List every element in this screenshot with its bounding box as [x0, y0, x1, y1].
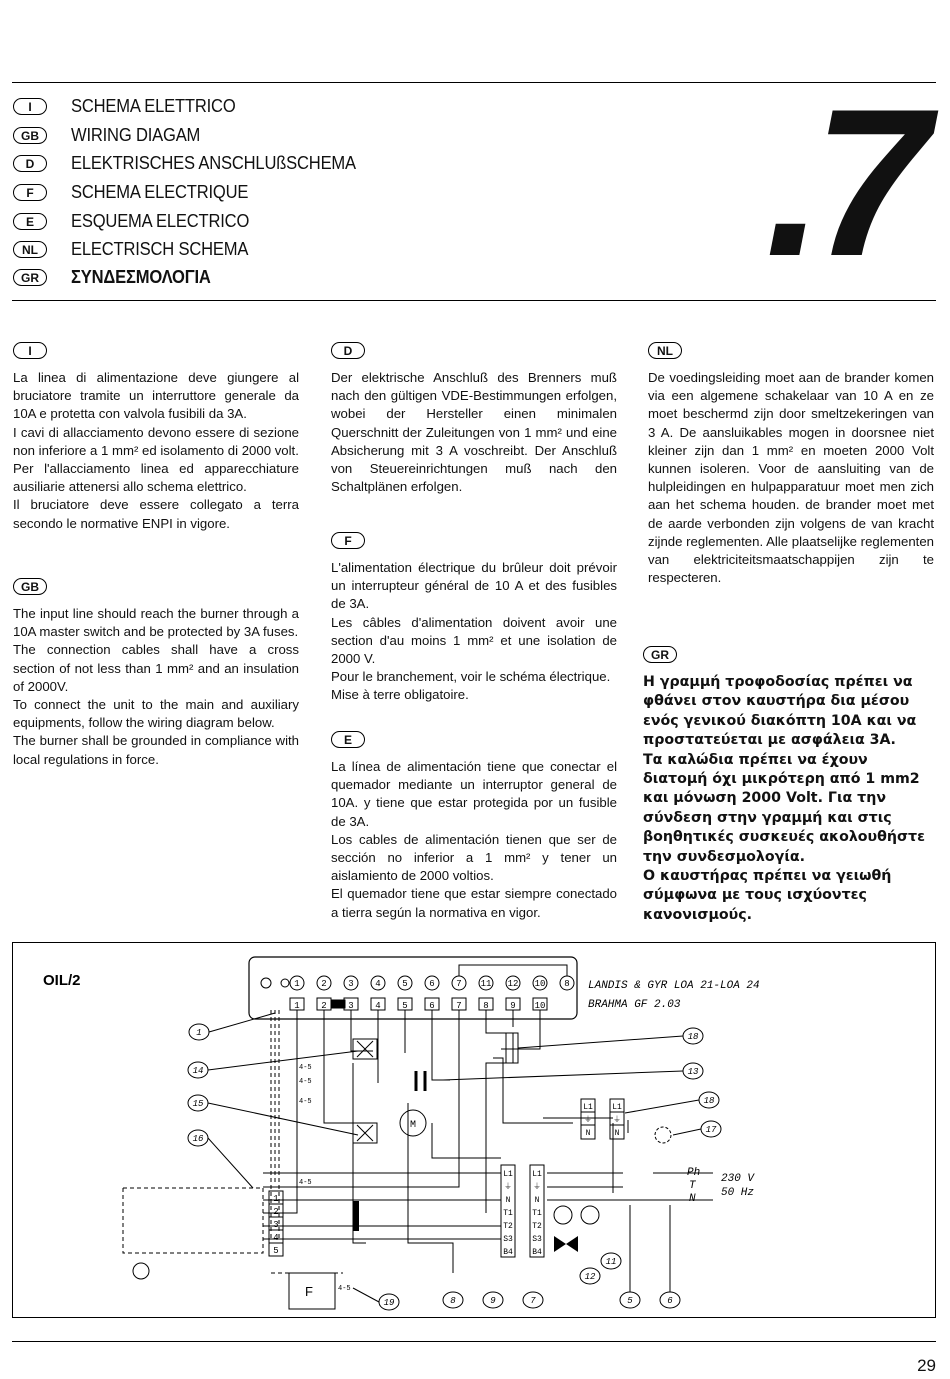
svg-text:L1: L1 [532, 1170, 542, 1179]
lang-badge: F [331, 532, 365, 549]
svg-text:8: 8 [450, 1296, 456, 1306]
svg-text:10: 10 [534, 1001, 546, 1011]
title-text: WIRING DIAGAM [71, 125, 201, 145]
svg-text:⏚: ⏚ [584, 1116, 592, 1125]
svg-text:⏚: ⏚ [504, 1183, 512, 1192]
lamp-11-icon [581, 1206, 599, 1224]
section-i [13, 342, 299, 533]
svg-text:B4: B4 [503, 1248, 513, 1257]
header-bottom-rule [12, 300, 936, 301]
svg-text:18: 18 [687, 1032, 699, 1042]
svg-text:N: N [614, 1129, 620, 1138]
svg-text:S3: S3 [503, 1235, 513, 1244]
lang-badge: GR [643, 646, 677, 663]
wires [263, 1010, 713, 1273]
svg-text:B4: B4 [532, 1248, 542, 1257]
svg-text:S3: S3 [532, 1235, 542, 1244]
svg-text:19: 19 [383, 1298, 395, 1308]
section-text: Der elektrische Anschluß des Brenners muß nach den gültigen VDE-Bestimmungen erfolgen, wobei der Hersteller einen minimalen Querschnitt der Zuleitungen von 1 mm² und eine Absicherung mit 3 A voschreibt. Der Anschluß von Steuereinrichtungen muß nach den Schaltplänen erfolgen. [331, 370, 617, 495]
motor [400, 1110, 426, 1136]
svg-text:N: N [585, 1129, 591, 1138]
svg-text:10: 10 [534, 979, 546, 989]
section-d [331, 342, 617, 496]
svg-text:230 V: 230 V [721, 1173, 755, 1185]
chapter-number: .7 [765, 65, 921, 300]
svg-text:4-5: 4-5 [338, 1285, 351, 1293]
title-text: ESQUEMA ELECTRICO [71, 211, 250, 231]
svg-text:5: 5 [627, 1296, 633, 1306]
lang-badge: E [13, 213, 47, 230]
section-e [331, 731, 617, 922]
svg-text:5: 5 [402, 1001, 408, 1011]
svg-text:N: N [505, 1196, 511, 1205]
section-text: La línea de alimentación tiene que conectar el quemador mediante un interruptor general de 10A. y tiene que estar protegida por un fusible de 3A. Los cables de alimentación tienen que ser de sección no inferior a 1 mm² y tener un aislamiento de 2000 voltios. El quemador tiene que estar siempre conectado a tierra según la normativa en vigor. [331, 759, 617, 920]
svg-text:18: 18 [703, 1096, 715, 1106]
lang-badge: I [13, 98, 47, 115]
f-box-label: F [305, 1284, 313, 1299]
svg-text:5: 5 [402, 979, 408, 989]
lang-badge: GB [13, 578, 47, 595]
ignition-transformer [506, 1033, 518, 1063]
section-text: La linea di alimentazione deve giungere al bruciatore tramite un interruttore generale da 10A e protetta con valvola fusibili da 3A. I cavi di allacciamento devono essere di sezione non inferiore a 1 mm² ed isolamento di 2000 volt. Per l'allacciamento linea ed apparecchiature ausiliarie attenersi allo schema elettrico. Il bruciatore deve essere collegato a terra secondo le normative ENPI in vigore. [13, 370, 299, 531]
bottom-rule [12, 1341, 936, 1342]
section-text: Η γραμμή τροφοδοσίας πρέπει να φθάνει στον καυστήρα δια μέσου ενός γενικού διακόπτη 10Α και να προστατεύεται με ασφάλεια 3Α. Τα καλώδια πρέπει να έχουν διατομή όχι μικρότερη από 1 mm2 και μόνωση 2000 Volt. Για την σύνδεση στην γραμμή και στις βοηθητικές συσκευές ακολουθήστε την συνδεσμολογία. Ο καυστήρας πρέπει να γειωθή σύμφωνα με τους ισχύοντες κανονισμούς. [643, 674, 925, 923]
section-gr [643, 646, 928, 925]
wiring-diagram-drawing [13, 943, 934, 1316]
lang-badge: I [13, 342, 47, 359]
svg-text:4-5: 4-5 [299, 1064, 312, 1072]
title-row-e [13, 211, 265, 231]
svg-text:T2: T2 [532, 1222, 542, 1231]
svg-text:7: 7 [456, 1001, 462, 1011]
svg-text:T: T [689, 1180, 696, 1192]
svg-text:4: 4 [375, 1001, 381, 1011]
lang-badge: GR [13, 269, 47, 286]
controller-sub-label: BRAHMA GF 2.03 [588, 999, 681, 1011]
svg-text:8: 8 [483, 1001, 489, 1011]
sensor-17-icon [655, 1127, 671, 1143]
svg-text:15: 15 [192, 1099, 204, 1109]
svg-text:6: 6 [429, 979, 435, 989]
title-row-gr [13, 267, 223, 287]
svg-text:1: 1 [294, 1001, 300, 1011]
svg-text:9: 9 [510, 1001, 516, 1011]
svg-text:M: M [409, 1120, 417, 1131]
section-text: L'alimentation électrique du brûleur doit prévoir un interrupteur général de 10 A et des fusibles de 3A. Les câbles d'alimentation doivent avoir une section d'au moins 1 mm² et une isolation de 2000 V. Pour le branchement, voir le schéma électrique. Mise à terre obligatoire. [331, 560, 617, 703]
section-gb [13, 578, 299, 769]
title-row-d [13, 153, 381, 173]
svg-text:1: 1 [294, 979, 300, 989]
svg-text:11: 11 [480, 979, 492, 989]
lang-badge: F [13, 184, 47, 201]
svg-text:50 Hz: 50 Hz [721, 1187, 755, 1199]
title-row-f [13, 182, 264, 202]
svg-text:Ph: Ph [687, 1167, 701, 1179]
capacitor [416, 1071, 425, 1091]
svg-text:5: 5 [273, 1246, 279, 1256]
svg-text:13: 13 [687, 1067, 699, 1077]
section-text: The input line should reach the burner through a 10A master switch and be protected by 3A fuses. The connection cables shall have a cross section of not less than 1 mm² and an insulation of 2000V. To connect the unit to the main and auxiliary equipments, follow the wiring diagram below. The burner shall be grounded in compliance with local regulations in force. [13, 606, 299, 767]
svg-text:9: 9 [490, 1296, 496, 1306]
valve-15 [353, 1123, 377, 1143]
page-number: 29 [917, 1356, 936, 1375]
svg-text:N: N [689, 1193, 696, 1205]
lang-badge: NL [13, 241, 47, 258]
svg-text:4-5: 4-5 [299, 1078, 312, 1086]
lamp-12-icon [554, 1206, 572, 1224]
svg-text:6: 6 [667, 1296, 673, 1306]
svg-text:8: 8 [564, 979, 570, 989]
svg-text:T1: T1 [503, 1209, 513, 1218]
title-text: ΣΥΝΔΕΣΜΟΛΟΓΙΑ [71, 267, 211, 287]
controller-square-terminals [290, 998, 547, 1010]
svg-text:2: 2 [273, 1207, 279, 1217]
svg-text:11: 11 [605, 1257, 617, 1267]
alarm-7-icon [554, 1236, 578, 1252]
svg-text:17: 17 [705, 1125, 717, 1135]
wire-codes [299, 1064, 351, 1293]
svg-text:7: 7 [456, 979, 462, 989]
callout-circles [188, 1024, 721, 1310]
svg-text:N: N [534, 1196, 540, 1205]
svg-text:16: 16 [192, 1134, 204, 1144]
svg-text:L1: L1 [583, 1103, 593, 1112]
svg-text:⏚: ⏚ [613, 1116, 621, 1125]
photocell [353, 1201, 359, 1231]
svg-text:12: 12 [584, 1272, 596, 1282]
terminal-block-labels [503, 1170, 542, 1257]
title-text: SCHEMA ELECTRIQUE [71, 182, 249, 202]
svg-text:4: 4 [273, 1233, 279, 1243]
svg-text:3: 3 [348, 979, 354, 989]
supply-labels [687, 1167, 755, 1205]
title-text: SCHEMA ELETTRICO [71, 96, 236, 116]
svg-text:⏚: ⏚ [533, 1183, 541, 1192]
svg-text:7: 7 [530, 1296, 536, 1306]
section-text: De voedingsleiding moet aan de brander komen via een algemene schakelaar van 10 A en ze moet beschermd zijn door smeltzekeringen van 3 A. De aansluikables mogen in doorsnee niet kleiner zijn dan 1 mm² en moeten 2000 Volt kunnen isoleren. Voor de aansluiting van de hulpleidingen en hulpapparatuur moet men zich aan het schema houden. de brander moet met de aarde verbonden zijn volgens de van kracht zijnde reglementen. Alle plaatselijke reglementen van elektriciteitsmaatschappijen zijn te respecteren. [648, 370, 934, 586]
title-row-i [13, 96, 250, 116]
small-block-labels [583, 1103, 622, 1138]
svg-text:4: 4 [375, 979, 381, 989]
svg-text:4-5: 4-5 [299, 1179, 312, 1187]
thermostat-motor-icon [133, 1263, 149, 1279]
lang-badge: D [13, 155, 47, 172]
svg-text:12: 12 [507, 979, 519, 989]
title-text: ELECTRISCH SCHEMA [71, 239, 249, 259]
wiring-diagram [12, 942, 936, 1318]
svg-text:6: 6 [429, 1001, 435, 1011]
title-row-nl [13, 239, 264, 259]
title-text: ELEKTRISCHES ANSCHLUßSCHEMA [71, 153, 356, 173]
title-row-gb [13, 125, 211, 145]
model-label: OIL/2 [43, 972, 81, 989]
lang-badge: D [331, 342, 365, 359]
dashed-wires [123, 1010, 343, 1273]
controller-circle-labels [294, 979, 569, 989]
lang-badge: GB [13, 127, 47, 144]
svg-text:1: 1 [196, 1028, 202, 1038]
lang-badge: E [331, 731, 365, 748]
controller-circle-terminals [261, 976, 574, 990]
svg-text:L1: L1 [612, 1103, 622, 1112]
svg-text:1: 1 [273, 1194, 279, 1204]
section-nl [648, 342, 934, 587]
valve-14 [353, 1039, 377, 1059]
controller-label: LANDIS & GYR LOA 21-LOA 24 [588, 980, 760, 992]
svg-text:2: 2 [321, 979, 327, 989]
svg-text:L1: L1 [503, 1170, 513, 1179]
svg-text:3: 3 [273, 1220, 279, 1230]
svg-text:T1: T1 [532, 1209, 542, 1218]
svg-text:14: 14 [192, 1066, 204, 1076]
section-f [331, 532, 617, 705]
left-block-labels [273, 1194, 278, 1256]
svg-text:4-5: 4-5 [299, 1098, 312, 1106]
lang-badge: NL [648, 342, 682, 359]
svg-text:T2: T2 [503, 1222, 513, 1231]
svg-text:3: 3 [348, 1001, 354, 1011]
svg-text:2: 2 [321, 1001, 327, 1011]
